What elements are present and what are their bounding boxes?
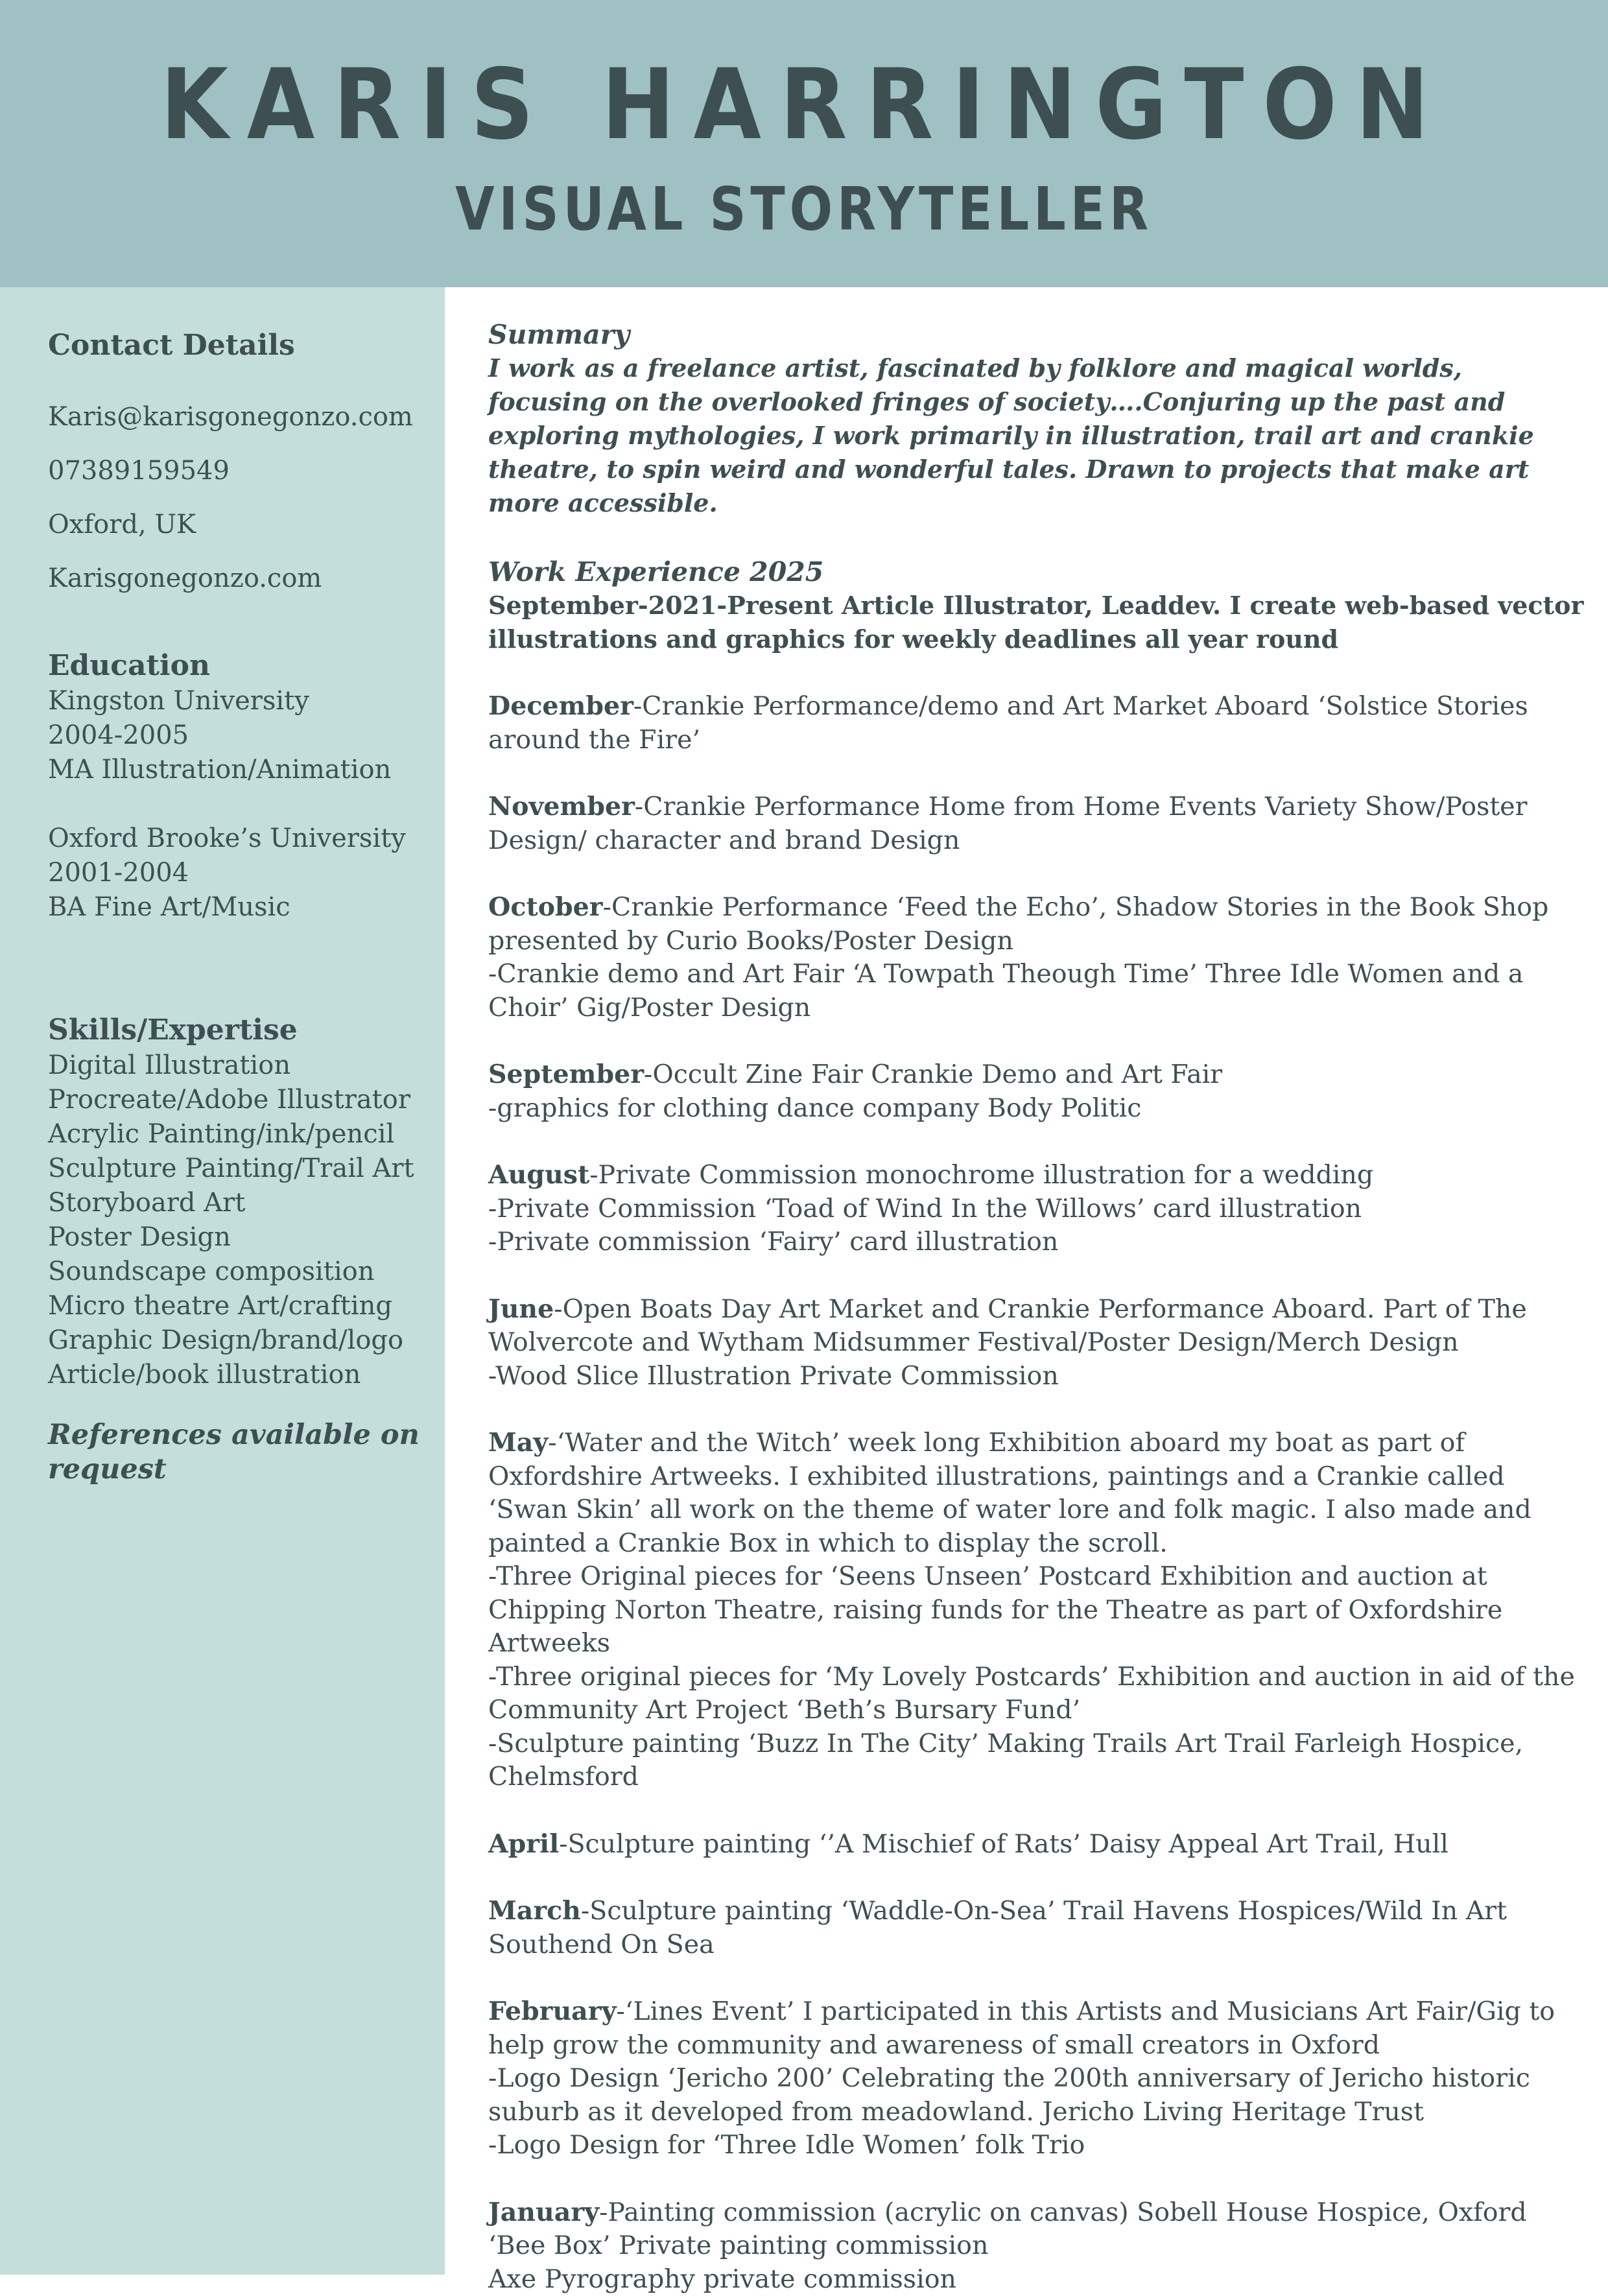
work-entry-january — [488, 2196, 1584, 2296]
work-entry-november — [488, 790, 1584, 857]
work-entry-line — [488, 1828, 1584, 1862]
contact-list — [48, 400, 437, 596]
education-school: Oxford Brooke’s University — [48, 822, 437, 856]
work-lead-role: September-2021-Present Article Illustrator, Leaddev. I create web-based vector illustrations and graphics for weekly deadlines all year round — [488, 589, 1584, 656]
contact-location: Oxford, UK — [48, 508, 437, 542]
work-entry-text: -‘Water and the Witch’ week long Exhibition aboard my boat as part of Oxfordshire Artweeks. I exhibited illustrations, paintings and a Crankie called ‘Swan Skin’ all work on the theme of water lore and folk magic. I also made and painted a Crankie Box in which to display the scroll. — [488, 1428, 1531, 1558]
work-entry-line — [488, 1293, 1584, 1360]
work-entry-line — [488, 690, 1584, 757]
skill-item: Article/book illustration — [48, 1358, 437, 1392]
education-degree: BA Fine Art/Music — [48, 890, 437, 925]
work-entry-text: -Crankie Performance ‘Feed the Echo’, Shadow Stories in the Book Shop presented by Curio Books/Poster Design — [488, 892, 1548, 956]
work-entry-line — [488, 1426, 1584, 1560]
work-entry-december — [488, 690, 1584, 757]
work-entry-text: -Private Commission ‘Toad of Wind In the Willows’ card illustration — [488, 1194, 1362, 1224]
work-entry-october — [488, 891, 1584, 1024]
work-entry-line — [488, 1661, 1584, 1727]
work-entry-month: February — [488, 1996, 617, 2026]
work-entry-text: -Open Boats Day Art Market and Crankie Performance Aboard. Part of The Wolvercote and Wytham Midsummer Festival/Poster Design/Merch Design — [488, 1294, 1527, 1358]
references-note: References available on request — [48, 1418, 437, 1487]
skill-item: Storyboard Art — [48, 1186, 437, 1220]
work-entry-month: April — [488, 1829, 559, 1859]
work-entry-line — [488, 1092, 1584, 1126]
work-entry-line — [488, 2196, 1584, 2230]
work-entry-month: June — [488, 1294, 554, 1324]
sidebar-content — [48, 327, 437, 1487]
work-entry-line — [488, 2229, 1584, 2263]
work-entry-month: December — [488, 691, 633, 721]
work-entry-text: -Three original pieces for ‘My Lovely Postcards’ Exhibition and auction in aid of the Community Art Project ‘Beth’s Bursary Fund’ — [488, 1662, 1575, 1725]
skills-list — [48, 1048, 437, 1392]
work-entry-line — [488, 1895, 1584, 1961]
work-entry-text: -Private Commission monochrome illustration for a wedding — [589, 1160, 1373, 1190]
work-entry-line — [488, 891, 1584, 958]
work-entry-line — [488, 2062, 1584, 2129]
work-entry-text: ‘Bee Box’ Private painting commission — [488, 2231, 988, 2260]
work-entry-line — [488, 958, 1584, 1024]
work-entry-line — [488, 2129, 1584, 2162]
contact-heading: Contact Details — [48, 327, 437, 364]
main-content — [488, 318, 1584, 2296]
summary-heading: Summary — [488, 318, 1584, 351]
skill-item: Digital Illustration — [48, 1048, 437, 1083]
work-entry-february — [488, 1995, 1584, 2162]
header-banner — [0, 0, 1608, 287]
work-entry-april — [488, 1828, 1584, 1862]
skills-heading: Skills/Expertise — [48, 1012, 437, 1048]
work-entry-line — [488, 1995, 1584, 2062]
work-entry-month: November — [488, 792, 635, 822]
work-entry-line — [488, 790, 1584, 857]
skill-item: Micro theatre Art/crafting — [48, 1289, 437, 1323]
work-entry-text: -Logo Design ‘Jericho 200’ Celebrating the 200th anniversary of Jericho historic suburb as it developed from meadowland. Jericho Living Heritage Trust — [488, 2063, 1530, 2127]
work-entry-line — [488, 1159, 1584, 1192]
work-entry-month: October — [488, 892, 603, 922]
work-entry-text: -Occult Zine Fair Crankie Demo and Art Fair — [644, 1059, 1222, 1089]
work-entry-june — [488, 1293, 1584, 1393]
work-entry-line — [488, 2263, 1584, 2296]
work-entry-text: -‘Lines Event’ I participated in this Artists and Musicians Art Fair/Gig to help grow the community and awareness of small creators in Oxford — [488, 1996, 1555, 2060]
work-entry-text: Axe Pyrography private commission — [488, 2264, 956, 2294]
work-entry-text: -graphics for clothing dance company Body Politic — [488, 1093, 1141, 1123]
education-years: 2001-2004 — [48, 856, 437, 890]
contact-website[interactable]: Karisgonegonzo.com — [48, 562, 437, 596]
work-entry-august — [488, 1159, 1584, 1259]
work-entry-text: -Logo Design for ‘Three Idle Women’ folk Trio — [488, 2130, 1085, 2160]
education-school: Kingston University — [48, 684, 437, 718]
summary-text: I work as a freelance artist, fascinated by folklore and magical worlds, focusing on the overlooked fringes of society….Conjuring up the past and exploring mythologies, I work primarily in illustration, trail art and crankie theatre, to spin weird and wonderful tales. Drawn to projects that make art more accessible. — [488, 351, 1584, 520]
education-years: 2004-2005 — [48, 718, 437, 753]
skill-item: Acrylic Painting/ink/pencil — [48, 1117, 437, 1152]
work-entry-line — [488, 1727, 1584, 1794]
work-entry-text: -Sculpture painting ‘Waddle-On-Sea’ Trail Havens Hospices/Wild In Art Southend On Sea — [488, 1896, 1507, 1959]
work-entry-text: -Painting commission (acrylic on canvas) Sobell House Hospice, Oxford — [599, 2197, 1527, 2227]
work-entry-march — [488, 1895, 1584, 1961]
skill-item: Sculpture Painting/Trail Art — [48, 1152, 437, 1186]
work-entry-month: May — [488, 1428, 548, 1458]
work-entry-may — [488, 1426, 1584, 1794]
contact-email[interactable]: Karis@karisgonegonzo.com — [48, 400, 437, 434]
work-entry-month: August — [488, 1160, 589, 1190]
work-entry-text: -Crankie Performance/demo and Art Market Aboard ‘Solstice Stories around the Fire’ — [488, 691, 1528, 755]
work-entry-line — [488, 1560, 1584, 1661]
person-name: KARIS HARRINGTON — [80, 47, 1528, 163]
work-entry-line — [488, 1058, 1584, 1092]
skill-item: Procreate/Adobe Illustrator — [48, 1083, 437, 1117]
education-degree: MA Illustration/Animation — [48, 753, 437, 787]
education-entry — [48, 822, 437, 925]
sidebar — [0, 287, 445, 2275]
work-entry-text: -Private commission ‘Fairy’ card illustration — [488, 1227, 1058, 1257]
work-entry-text: -Sculpture painting ‘Buzz In The City’ Making Trails Art Trail Farleigh Hospice, Chelmsford — [488, 1729, 1523, 1792]
skill-item: Soundscape composition — [48, 1255, 437, 1289]
work-entry-text: -Three Original pieces for ‘Seens Unseen’ Postcard Exhibition and auction at Chipping Norton Theatre, raising funds for the Theatre as part of Oxfordshire Artweeks — [488, 1561, 1502, 1658]
work-entry-text: -Sculpture painting ‘’A Mischief of Rats’ Daisy Appeal Art Trail, Hull — [559, 1829, 1448, 1859]
work-entry-text: -Wood Slice Illustration Private Commission — [488, 1361, 1059, 1391]
person-title: VISUAL STORYTELLER — [121, 174, 1487, 245]
skill-item: Poster Design — [48, 1220, 437, 1255]
education-entry — [48, 684, 437, 787]
work-entry-month: March — [488, 1896, 581, 1926]
work-entry-text: -Crankie Performance Home from Home Events Variety Show/Poster Design/ character and brand Design — [488, 792, 1528, 855]
skill-item: Graphic Design/brand/logo — [48, 1323, 437, 1358]
work-entry-september — [488, 1058, 1584, 1125]
work-entry-line — [488, 1225, 1584, 1259]
work-entry-line — [488, 1360, 1584, 1393]
work-entries — [488, 690, 1584, 2296]
contact-phone[interactable]: 07389159549 — [48, 454, 437, 488]
work-entry-text: -Crankie demo and Art Fair ‘A Towpath Theough Time’ Three Idle Women and a Choir’ Gig/Poster Design — [488, 959, 1523, 1023]
work-experience-heading: Work Experience 2025 — [488, 555, 1584, 589]
work-entry-line — [488, 1192, 1584, 1226]
work-entry-month: January — [488, 2197, 599, 2227]
work-entry-month: September — [488, 1059, 644, 1089]
education-heading: Education — [48, 648, 437, 684]
